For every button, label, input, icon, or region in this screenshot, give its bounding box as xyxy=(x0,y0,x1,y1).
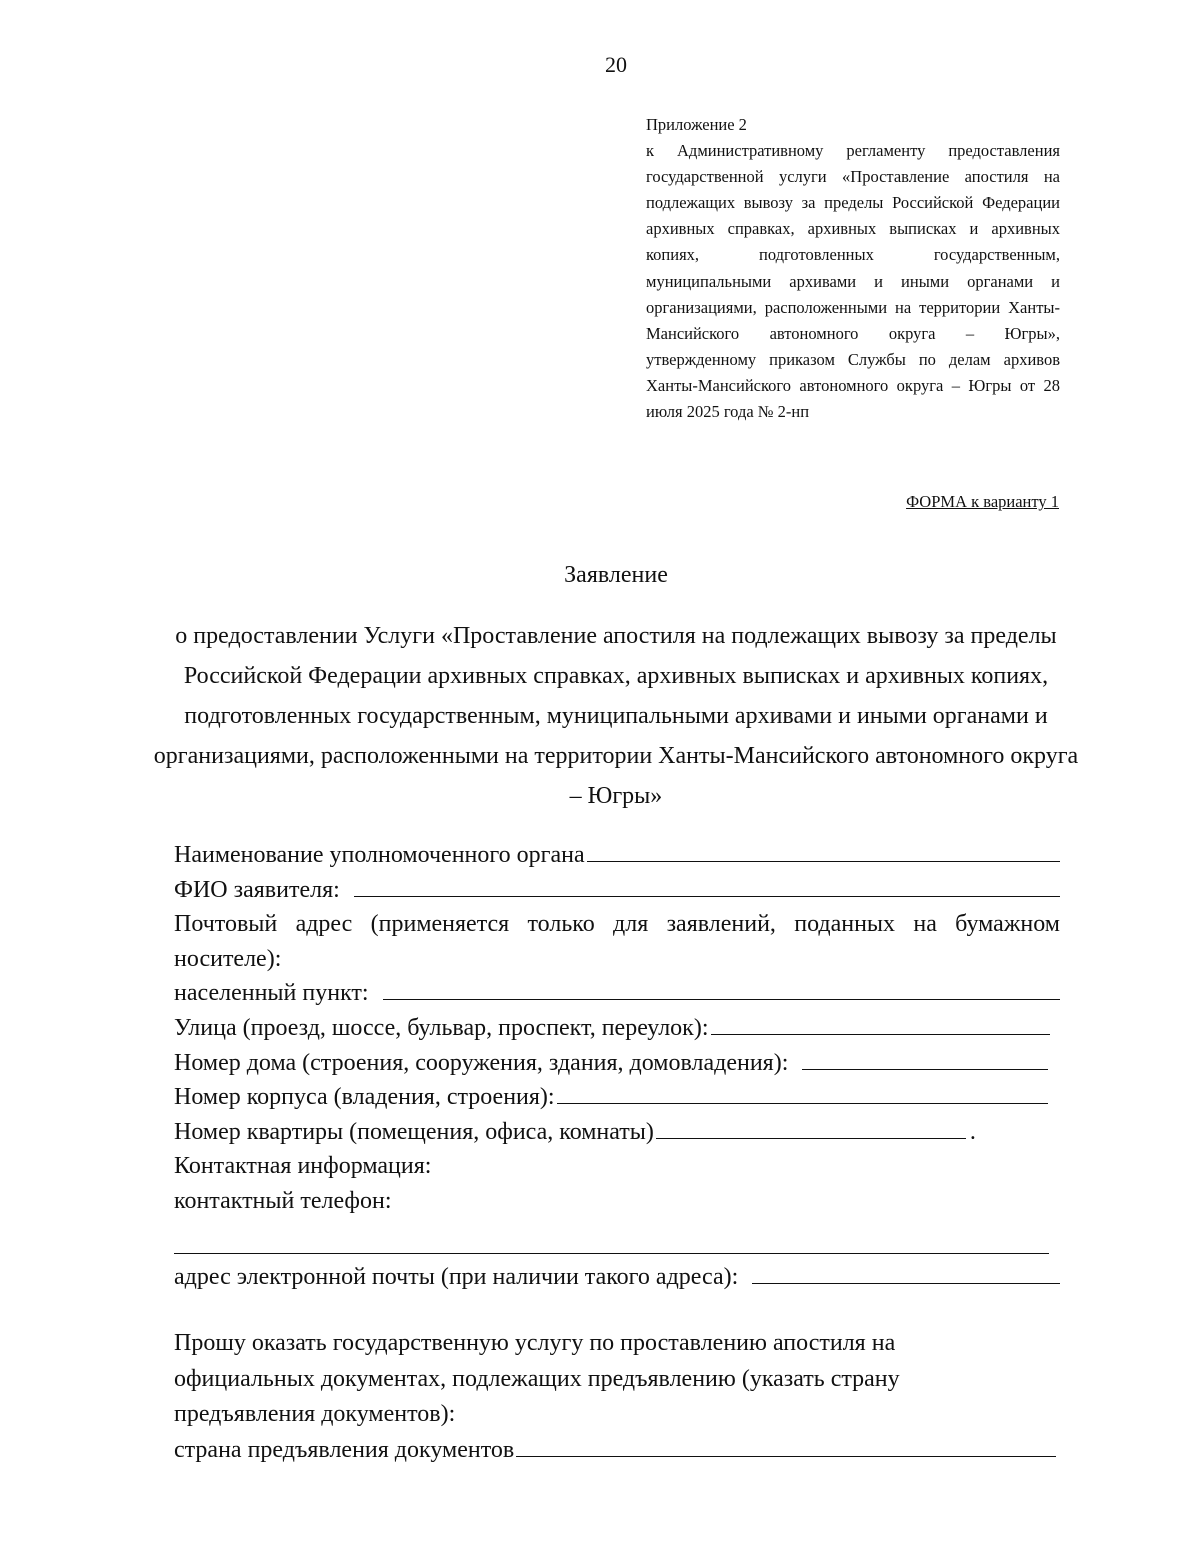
email-label: адрес электронной почты (при наличии такого адреса): xyxy=(174,1263,739,1290)
locality-row xyxy=(174,976,1060,1011)
apartment-label: Номер квартиры (помещения, офиса, комнаты) xyxy=(174,1118,654,1145)
apartment-field[interactable] xyxy=(656,1116,966,1139)
authority-field[interactable] xyxy=(587,839,1060,862)
street-row xyxy=(174,1011,1060,1046)
appendix-block xyxy=(646,112,1060,425)
document-subtitle: о предоставлении Услуги «Проставление апостиля на подлежащих вывозу за пределы Российской Федерации архивных справках, архивных выписках и архивных копиях, подготовленных государственным, муниципальными архивами и иными органами и организациями, расположенными на территории Ханты-Мансийского автономного округа – Югры» xyxy=(153,623,1079,809)
house-field[interactable] xyxy=(802,1047,1048,1070)
authority-row xyxy=(174,838,1060,873)
email-field[interactable] xyxy=(752,1261,1060,1284)
country-label: страна предъявления документов xyxy=(174,1436,515,1463)
postal-address-label: Почтовый адрес (применяется только для заявлений, поданных на бумажном носителе): xyxy=(174,911,1060,972)
building-row xyxy=(174,1080,1060,1115)
form-variant-label: ФОРМА к варианту 1 xyxy=(906,492,1059,511)
building-field[interactable] xyxy=(557,1081,1048,1104)
appendix-title: Приложение 2 xyxy=(646,115,747,134)
applicant-label: ФИО заявителя: xyxy=(174,876,340,903)
document-title: Заявление xyxy=(564,562,668,588)
building-label: Номер корпуса (владения, строения): xyxy=(174,1084,555,1111)
phone-field[interactable] xyxy=(174,1231,1049,1254)
contact-label: Контактная информация: xyxy=(174,1153,432,1180)
house-row xyxy=(174,1046,1060,1081)
authority-label: Наименование уполномоченного органа xyxy=(174,842,585,868)
street-label: Улица (проезд, шоссе, бульвар, проспект, переулок): xyxy=(174,1014,709,1041)
applicant-row xyxy=(174,873,1060,908)
appendix-text: к Административному регламенту предоставления государственной услуги «Проставление апостиля на подлежащих вывозу за пределы Российской Федерации архивных справках, архивных выписках и архивных копиях, подготовленных государственным, муниципальными архивами и иными органами и организациями, расположенными на территории Ханты-Мансийского автономного округа – Югры», утвержденному приказом Службы по делам архивов Ханты-Мансийского автономного округа – Югры от 28 июля 2025 года № 2-нп xyxy=(646,141,1060,422)
locality-label: населенный пункт: xyxy=(174,980,369,1007)
apartment-row xyxy=(174,1115,1060,1150)
street-field[interactable] xyxy=(711,1012,1050,1035)
locality-field[interactable] xyxy=(383,977,1060,1000)
request-text: Прошу оказать государственную услугу по проставлению апостиля на официальных документах, подлежащих предъявлению (указать страну предъявления документов): xyxy=(174,1330,900,1428)
country-field[interactable] xyxy=(516,1434,1056,1457)
house-label: Номер дома (строения, сооружения, здания, домовладения): xyxy=(174,1049,789,1076)
page-number: 20 xyxy=(605,52,627,77)
applicant-field[interactable] xyxy=(354,874,1060,897)
country-row xyxy=(174,1433,1060,1468)
application-form xyxy=(174,838,1060,1468)
email-row xyxy=(174,1260,1060,1295)
apartment-end-dot: . xyxy=(969,1118,976,1145)
phone-label: контактный телефон: xyxy=(174,1187,392,1214)
